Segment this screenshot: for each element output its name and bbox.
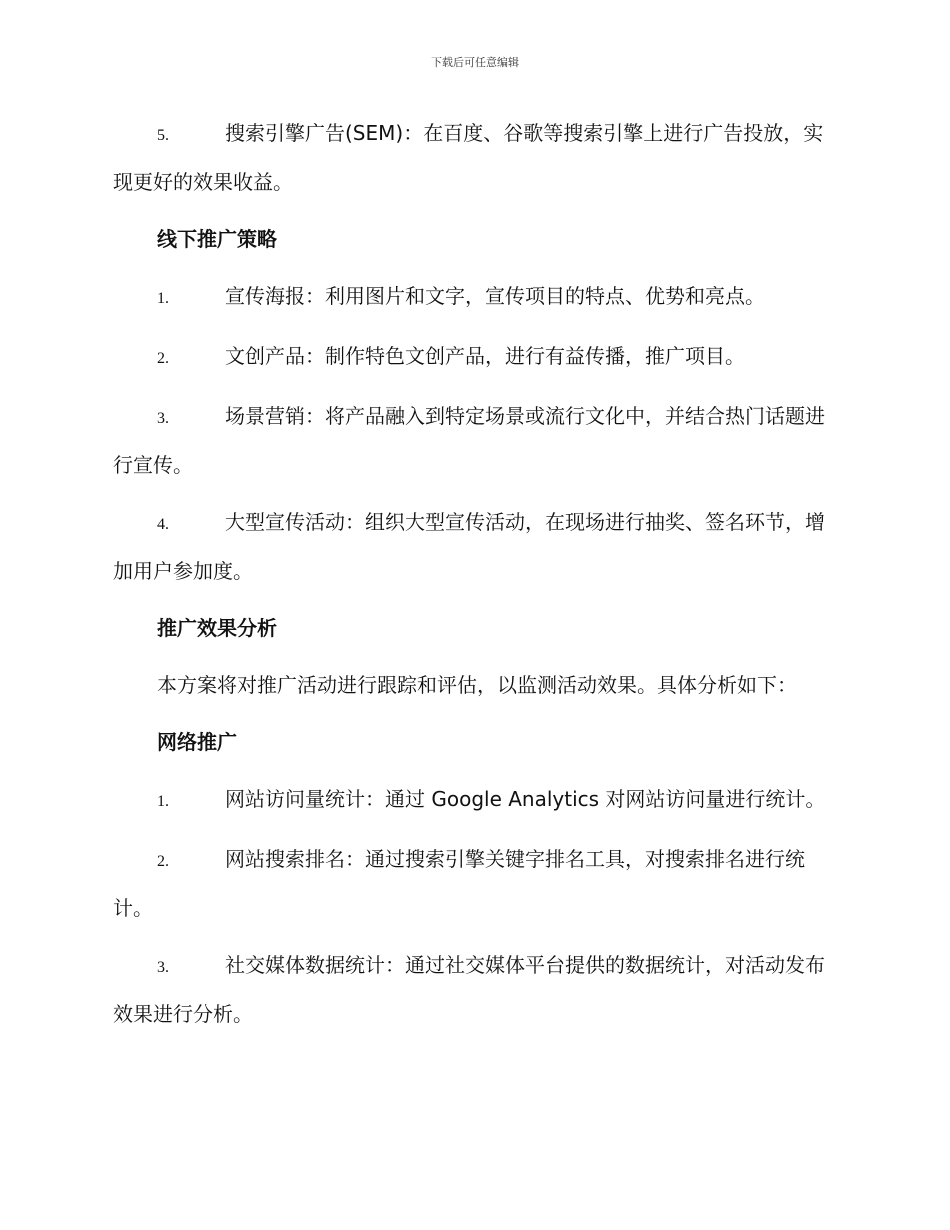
list-item-text: 场景营销：将产品融入到特定场景或流行文化中，并结合热门话题进行宣传。 [113,404,825,477]
list-item [113,836,838,931]
list-item-number: 2. [157,350,169,367]
list-item-number: 1. [157,793,169,810]
list-item [113,942,838,1037]
list-item-text: 文创产品：制作特色文创产品，进行有益传播，推广项目。 [225,344,745,368]
section-heading-offline: 线下推广策略 [157,227,277,251]
list-item-text: 大型宣传活动：组织大型宣传活动，在现场进行抽奖、签名环节，增加用户参加度。 [113,510,825,583]
list-item-text: 社交媒体数据统计：通过社交媒体平台提供的数据统计，对活动发布效果进行分析。 [113,953,825,1026]
list-item-number: 1. [157,290,169,307]
list-item-text: 网站访问量统计：通过 Google Analytics 对网站访问量进行统计。 [225,787,826,811]
list-item-number: 4. [157,516,169,533]
list-item [113,499,838,594]
list-item-text: 搜索引擎广告(SEM)：在百度、谷歌等搜索引擎上进行广告投放，实现更好的效果收益。 [113,121,824,194]
section-heading-network: 网络推广 [157,730,237,754]
list-item [113,393,838,488]
document-body [113,110,838,1048]
section-heading-effect: 推广效果分析 [157,616,277,640]
list-item-number: 3. [157,410,169,427]
list-item [113,273,838,322]
list-item-number: 5. [157,127,169,144]
list-item-number: 3. [157,959,169,976]
list-item-text: 网站搜索排名：通过搜索引擎关键字排名工具，对搜索排名进行统计。 [113,847,805,920]
list-item-sem [113,110,838,205]
page-header: 下载后可任意编辑 [431,56,519,69]
list-item [113,333,838,382]
paragraph: 本方案将对推广活动进行跟踪和评估，以监测活动效果。具体分析如下： [157,673,797,697]
list-item-text: 宣传海报：利用图片和文字，宣传项目的特点、优势和亮点。 [225,284,765,308]
list-item [113,776,838,825]
list-item-number: 2. [157,853,169,870]
